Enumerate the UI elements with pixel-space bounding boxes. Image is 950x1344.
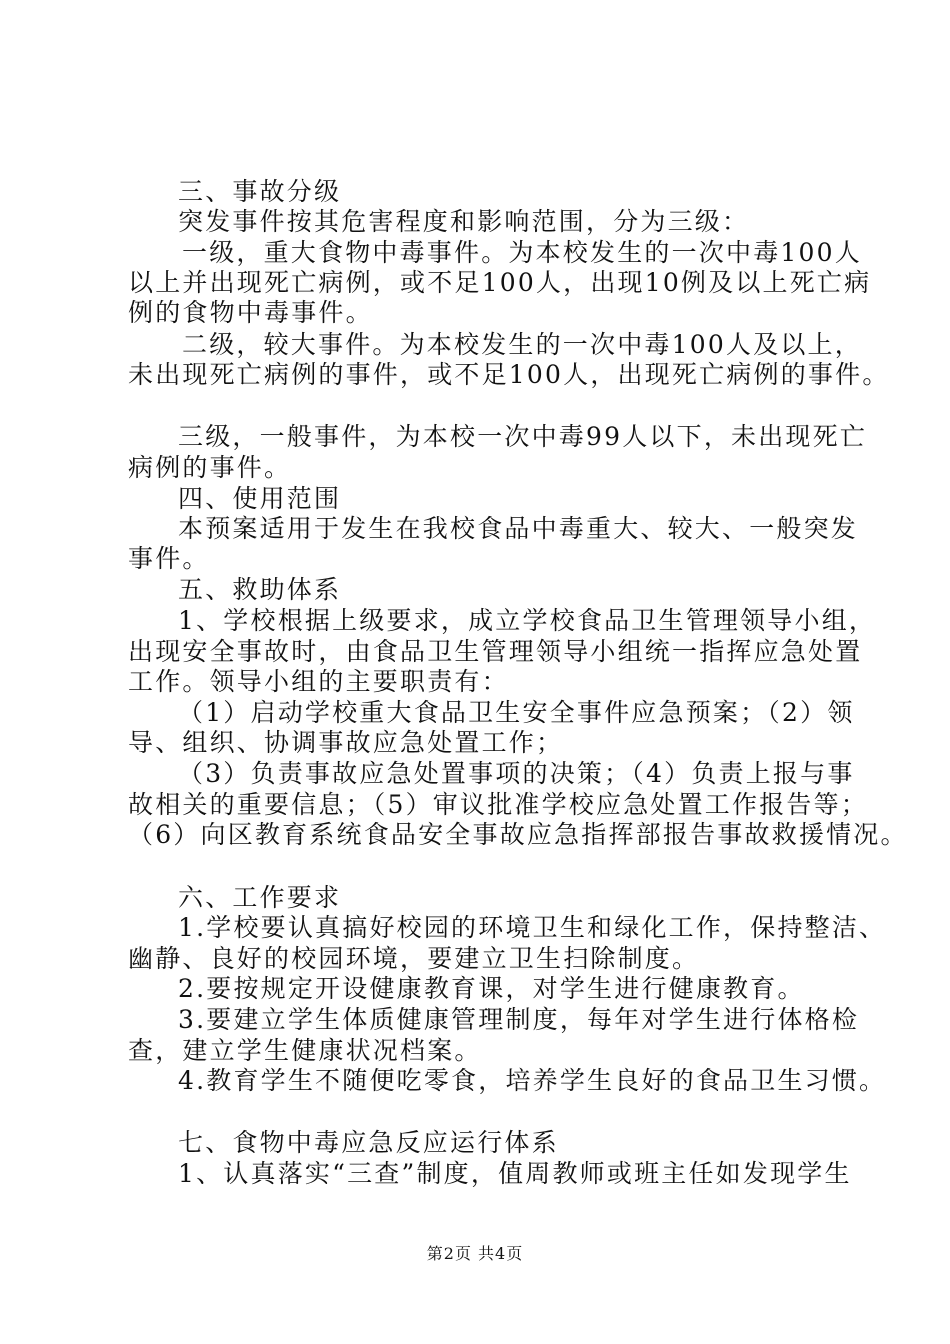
paragraph-line: 2.要按规定开设健康教育课，对学生进行健康教育。 [178,974,805,1003]
paragraph-line: 故相关的重要信息；（5）审议批准学校应急处置工作报告等； [128,790,869,819]
paragraph-line: 以上并出现死亡病例，或不足100人，出现10例及以上死亡病 [128,268,872,297]
page-footer: 第2页 共4页 [426,1244,524,1263]
paragraph-line: 二级，较大事件。为本校发生的一次中毒100人及以上， [182,330,862,359]
paragraph-line: （6）向区教育系统食品安全事故应急指挥部报告事故救援情况。 [128,820,908,849]
paragraph-line: 出现安全事故时，由食品卫生管理领导小组统一指挥应急处置 [128,637,863,666]
paragraph-line: 本预案适用于发生在我校食品中毒重大、较大、一般突发 [178,514,859,543]
paragraph-line: 查，建立学生健康状况档案。 [128,1036,482,1065]
paragraph-line: 突发事件按其危害程度和影响范围，分为三级： [178,207,750,236]
paragraph-line: 幽静、良好的校园环境，要建立卫生扫除制度。 [128,944,700,973]
paragraph-line: 4.教育学生不随便吃零食，培养学生良好的食品卫生习惯。 [178,1066,887,1095]
section-heading-5: 五、救助体系 [178,575,342,604]
paragraph-line: 1.学校要认真搞好校园的环境卫生和绿化工作，保持整洁、 [178,913,887,942]
paragraph-line: 工作。领导小组的主要职责有： [128,667,509,696]
paragraph-line: 例的食物中毒事件。 [128,298,373,327]
paragraph-line: （1）启动学校重大食品卫生安全事件应急预案；（2）领 [178,698,855,727]
section-heading-6: 六、工作要求 [178,883,342,912]
paragraph-line: 三级，一般事件，为本校一次中毒99人以下，未出现死亡 [178,422,868,451]
section-heading-7: 七、食物中毒应急反应运行体系 [178,1128,559,1157]
section-heading-3: 三、事故分级 [178,177,342,206]
paragraph-line: 1、认真落实“三查”制度，值周教师或班主任如发现学生 [178,1159,852,1188]
paragraph-line: 一级，重大食物中毒事件。为本校发生的一次中毒100人 [182,238,862,267]
paragraph-line: 事件。 [128,544,210,573]
paragraph-line: 导、组织、协调事故应急处置工作； [128,728,564,757]
paragraph-line: 1、学校根据上级要求，成立学校食品卫生管理领导小组， [178,606,877,635]
section-heading-4: 四、使用范围 [178,484,342,513]
paragraph-line: （3）负责事故应急处置事项的决策；（4）负责上报与事 [178,759,855,788]
paragraph-line: 病例的事件。 [128,453,292,482]
paragraph-line: 未出现死亡病例的事件，或不足100人，出现死亡病例的事件。 [128,360,890,389]
paragraph-line: 3.要建立学生体质健康管理制度，每年对学生进行体格检 [178,1005,860,1034]
